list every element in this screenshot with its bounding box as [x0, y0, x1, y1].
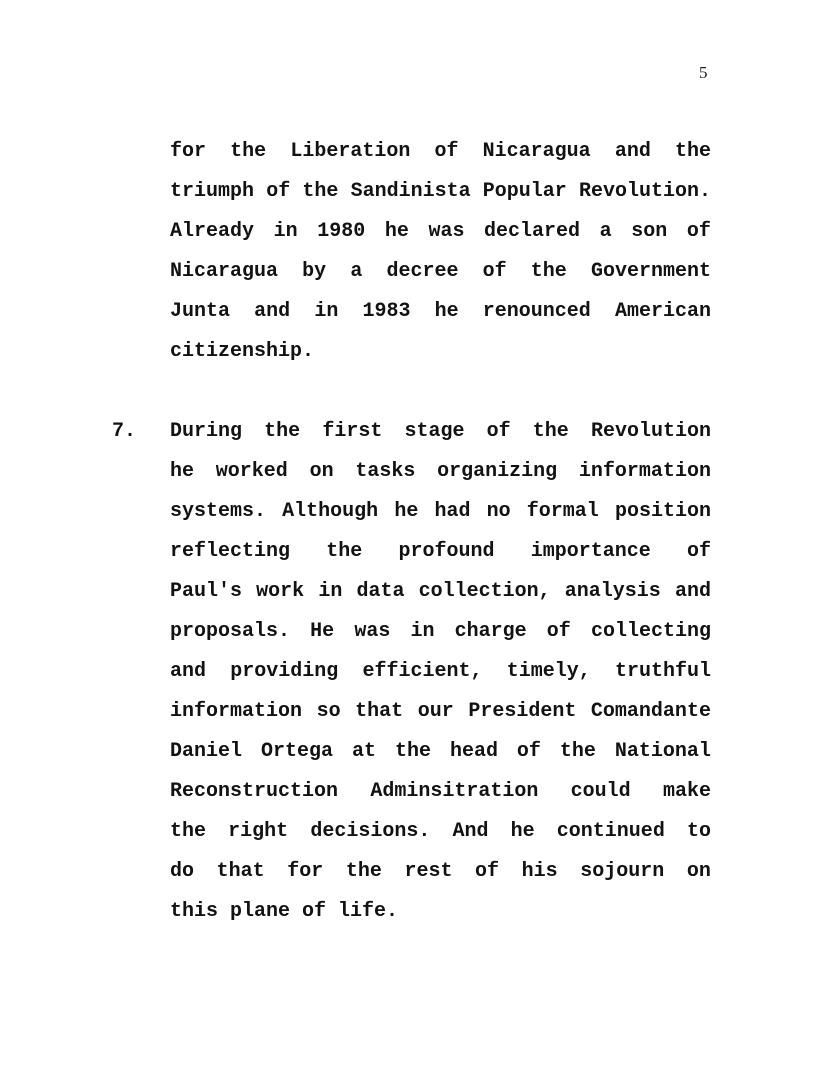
word: that — [216, 860, 265, 883]
word: the — [264, 420, 301, 443]
word: and — [170, 660, 207, 683]
word: so — [316, 700, 341, 723]
word: of — [486, 420, 511, 443]
word: Comandante — [590, 700, 711, 723]
word: collecting — [590, 620, 711, 643]
word: During — [170, 420, 243, 443]
word: to — [686, 820, 711, 843]
word: of — [546, 620, 571, 643]
word: he — [434, 300, 459, 323]
word: 1980 — [317, 220, 366, 243]
word: work — [256, 580, 305, 603]
word: Although — [282, 500, 379, 523]
word: He — [310, 620, 335, 643]
word: declared — [484, 220, 581, 243]
word: worked — [215, 460, 288, 483]
word: on — [309, 460, 334, 483]
text-line — [170, 692, 711, 732]
word: Revolution. — [578, 180, 711, 203]
word: of — [475, 860, 500, 883]
word: first — [322, 420, 383, 443]
word: the — [170, 820, 207, 843]
word: importance — [530, 540, 651, 563]
word: profound — [398, 540, 495, 563]
word: efficient, — [362, 660, 483, 683]
word: of — [482, 260, 507, 283]
word: head — [449, 740, 498, 763]
word: of — [686, 220, 711, 243]
word: that — [355, 700, 404, 723]
word: Already — [170, 220, 255, 243]
word: stage — [404, 420, 465, 443]
word: information — [578, 460, 711, 483]
word: had — [434, 500, 471, 523]
text-line — [170, 652, 711, 692]
word: decree — [386, 260, 459, 283]
word: Daniel — [170, 740, 243, 763]
word: in — [410, 620, 435, 643]
word: the — [530, 260, 567, 283]
word: rest — [404, 860, 453, 883]
word: the — [532, 420, 569, 443]
text-line: this plane of life. — [170, 900, 399, 923]
word: triumph — [170, 180, 255, 203]
word: And — [452, 820, 489, 843]
word: the — [230, 140, 267, 163]
word: reflecting — [170, 540, 291, 563]
word: truthful — [614, 660, 711, 683]
word: timely, — [506, 660, 591, 683]
word: formal — [526, 500, 599, 523]
word: for — [287, 860, 324, 883]
page-number: 5 — [699, 63, 708, 82]
word: Revolution — [590, 420, 711, 443]
text-line — [170, 452, 711, 492]
word: and — [254, 300, 291, 323]
word: renounced — [482, 300, 591, 323]
word: at — [351, 740, 376, 763]
word: systems. — [170, 500, 267, 523]
text-line — [170, 252, 711, 292]
text-line — [170, 732, 711, 772]
word: he — [384, 220, 409, 243]
text-line — [170, 612, 711, 652]
word: by — [302, 260, 327, 283]
word: of — [516, 740, 541, 763]
word: Sandinista — [350, 180, 471, 203]
text-line — [170, 132, 711, 172]
word: Ortega — [260, 740, 333, 763]
word: Government — [590, 260, 711, 283]
word: the — [345, 860, 382, 883]
word: could — [570, 780, 631, 803]
word: providing — [230, 660, 339, 683]
word: Popular — [482, 180, 567, 203]
text-line — [170, 492, 711, 532]
text-line — [170, 412, 711, 452]
word: National — [614, 740, 711, 763]
word: sojourn — [580, 860, 665, 883]
text-line — [170, 532, 711, 572]
word: make — [662, 780, 711, 803]
word: for — [170, 140, 207, 163]
word: Reconstruction — [170, 780, 339, 803]
word: of — [686, 540, 711, 563]
word: in — [318, 580, 343, 603]
word: he — [394, 500, 419, 523]
word: and — [614, 140, 651, 163]
word: analysis — [564, 580, 661, 603]
list-marker: 7. — [112, 420, 137, 443]
word: a — [350, 260, 363, 283]
word: was — [428, 220, 465, 243]
word: tasks — [355, 460, 416, 483]
word: decisions. — [310, 820, 431, 843]
word: the — [394, 740, 431, 763]
word: Junta — [170, 300, 231, 323]
word: the — [326, 540, 363, 563]
word: our — [417, 700, 454, 723]
text-line — [170, 772, 711, 812]
word: the — [559, 740, 596, 763]
word: organizing — [437, 460, 558, 483]
word: Nicaragua — [170, 260, 279, 283]
document-body — [112, 132, 711, 972]
word: collection, — [418, 580, 551, 603]
word: the — [302, 180, 339, 203]
text-line — [170, 812, 711, 852]
paragraph-lines — [170, 132, 711, 372]
word: 1983 — [362, 300, 411, 323]
word: in — [314, 300, 339, 323]
word: of — [266, 180, 291, 203]
word: continued — [556, 820, 665, 843]
word: a — [599, 220, 612, 243]
word: right — [228, 820, 289, 843]
word: Nicaragua — [482, 140, 591, 163]
word: no — [486, 500, 511, 523]
word: and — [674, 580, 711, 603]
word: in — [273, 220, 298, 243]
word: American — [614, 300, 711, 323]
text-line — [170, 212, 711, 252]
text-line — [170, 172, 711, 212]
word: President — [468, 700, 577, 723]
word: he — [170, 460, 195, 483]
word: on — [686, 860, 711, 883]
word: information — [170, 700, 303, 723]
paragraph — [112, 132, 711, 372]
word: his — [521, 860, 558, 883]
word: data — [356, 580, 405, 603]
paragraph-lines — [170, 412, 711, 932]
word: Adminsitration — [370, 780, 539, 803]
word: Paul's — [170, 580, 243, 603]
word: was — [354, 620, 391, 643]
list-marker — [112, 132, 170, 172]
word: of — [434, 140, 459, 163]
word: the — [674, 140, 711, 163]
word: he — [510, 820, 535, 843]
paragraph — [112, 412, 711, 932]
word: son — [631, 220, 668, 243]
text-line: citizenship. — [170, 340, 315, 363]
word: Liberation — [290, 140, 411, 163]
word: position — [614, 500, 711, 523]
word: proposals. — [170, 620, 291, 643]
text-line — [170, 572, 711, 612]
word: charge — [454, 620, 527, 643]
text-line — [170, 852, 711, 892]
word: do — [170, 860, 195, 883]
text-line — [170, 292, 711, 332]
